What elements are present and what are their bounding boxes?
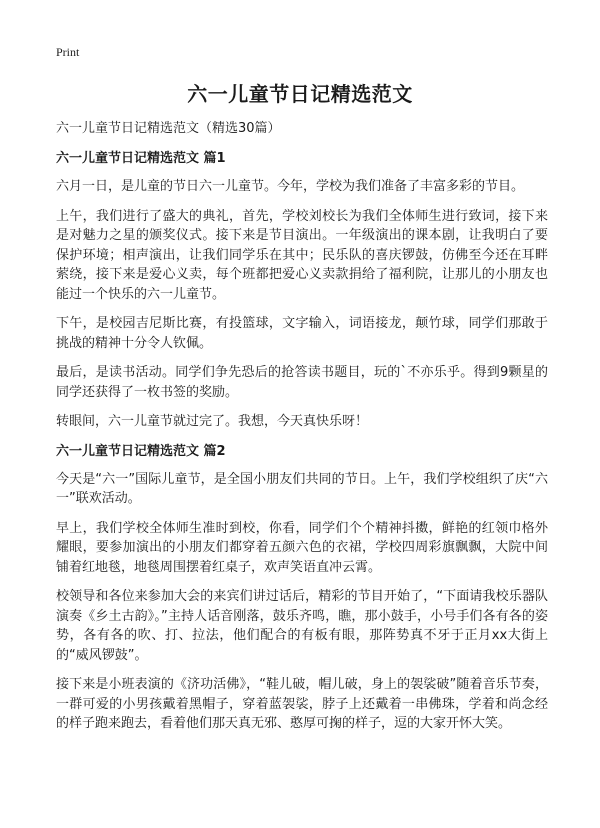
paragraph: 校领导和各位来参加大会的来宾们讲过话后，精彩的节目开始了，“下面请我校乐器队演奏《乡土古韵》。”主持人话音刚落，鼓乐齐鸣，瞧，那小鼓手，小号手们各有各的姿势，各有各的吹、打、拉法，他们配合的有板有眼，那阵势真不牙于正月xx大街上的“威风锣鼓”。 bbox=[56, 589, 548, 663]
section-1 bbox=[56, 149, 548, 432]
paragraph: 上午，我们进行了盛大的典礼，首先，学校刘校长为我们全体师生进行致词，接下来是对魅力之星的颁奖仪式。接下来是节目演出。一年级演出的课本剧，让我明白了要保护环境；相声演出，让我们同学乐在其中；民乐队的喜庆锣鼓，仿佛至今还在耳畔萦绕，接下来是爱心义卖，每个班都把爱心义卖款捐给了福利院，让那儿的小朋友也能过一个快乐的六一儿童节。 bbox=[56, 208, 548, 302]
page-title: 六一儿童节日记精选范文 bbox=[187, 82, 413, 106]
paragraph: 转眼间，六一儿童节就过完了。我想，今天真快乐呀！ bbox=[56, 414, 369, 429]
paragraph: 接下来是小班表演的《济功活佛》，“鞋儿破，帽儿破，身上的袈裟破”随着音乐节奏，一群可爱的小男孩戴着黑帽子，穿着蓝袈裟，脖子上还戴着一串佛珠，学着和尚念经的样子跑来跑去，看着他们那天真无邪、憨厚可掬的样子，逗的大家开怀大笑。 bbox=[56, 677, 548, 731]
section-2 bbox=[56, 442, 548, 734]
document-subtitle: 六一儿童节日记精选范文（精选30篇） bbox=[56, 121, 281, 136]
print-link[interactable]: Print bbox=[56, 45, 80, 59]
paragraph: 今天是“六一”国际儿童节，是全国小朋友们共同的节日。上午，我们学校组织了庆“六一”联欢活动。 bbox=[56, 471, 548, 506]
paragraph: 六月一日，是儿童的节日六一儿童节。今年，学校为我们准备了丰富多彩的节目。 bbox=[56, 179, 525, 194]
paragraph: 最后，是读书活动。同学们争先恐后的抢答读书题目，玩的`不亦乐乎。得到9颗星的同学还获得了一枚书签的奖励。 bbox=[56, 365, 548, 400]
document-body bbox=[56, 119, 548, 744]
section-heading: 六一儿童节日记精选范文 篇2 bbox=[56, 443, 226, 459]
paragraph: 下午，是校园吉尼斯比赛，有投篮球，文字输入，词语接龙，颠竹球，同学们那敢于挑战的精神十分令人钦佩。 bbox=[56, 316, 548, 351]
section-heading: 六一儿童节日记精选范文 篇1 bbox=[56, 151, 226, 166]
paragraph: 早上，我们学校全体师生准时到校，你看，同学们个个精神抖擞，鲜艳的红领巾格外耀眼，要参加演出的小朋友们都穿着五颜六色的衣裙，学校四周彩旗飘飘，大院中间铺着红地毯，地毯周围摆着红桌子，欢声笑语直冲云霄。 bbox=[56, 520, 548, 575]
